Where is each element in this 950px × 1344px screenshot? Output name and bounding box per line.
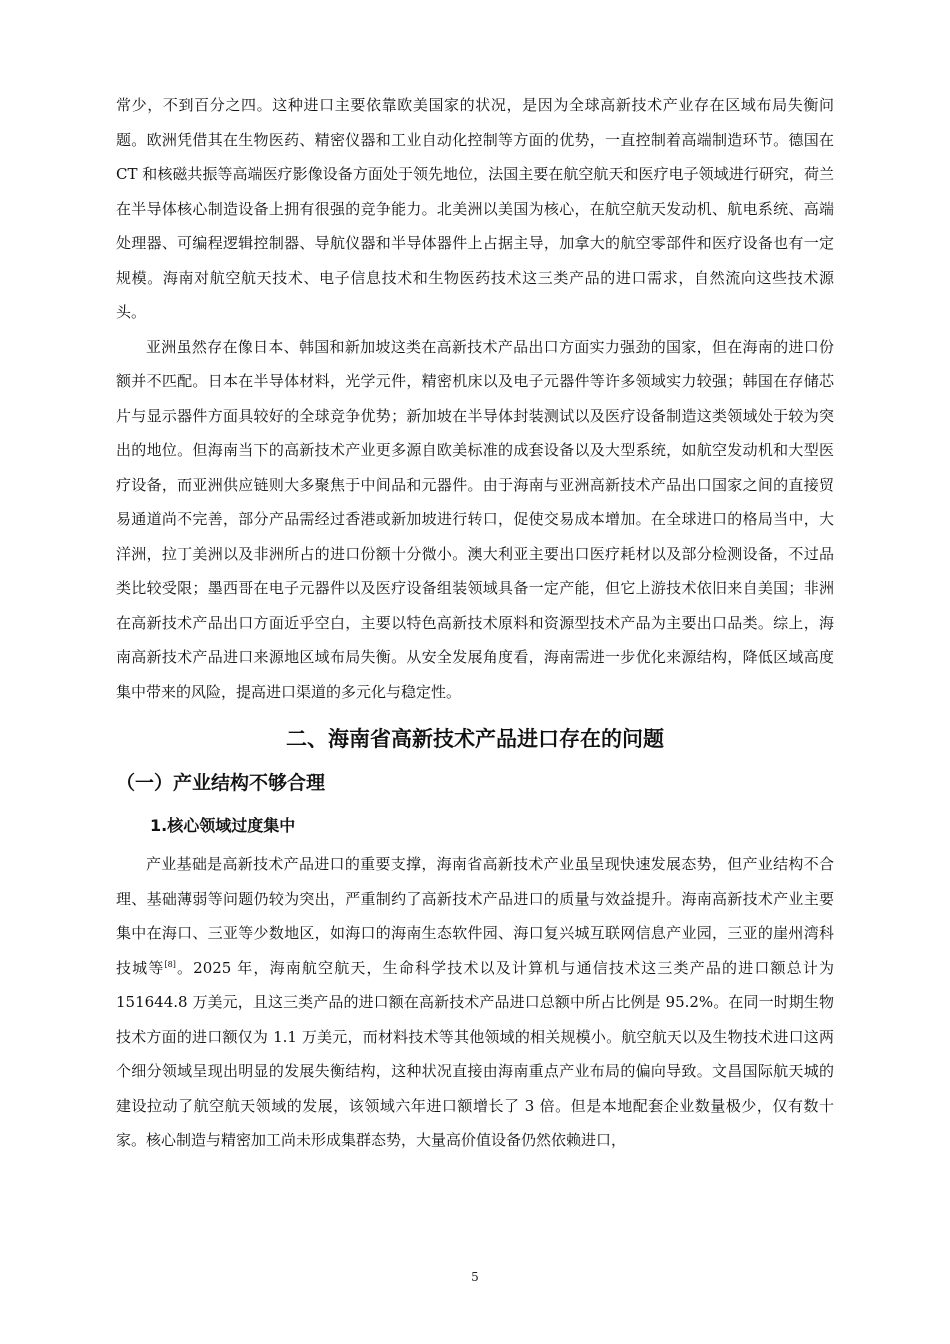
section-heading: 二、海南省高新技术产品进口存在的问题	[286, 727, 664, 751]
subsubsection-heading: 1.核心领域过度集中	[150, 816, 296, 835]
page-number: 5	[471, 1270, 479, 1284]
paragraph-asia-imports: 亚洲虽然存在像日本、韩国和新加坡这类在高新技术产品出口方面实力强劲的国家，但在海南的进口份额并不匹配。日本在半导体材料，光学元件，精密机床以及电子元器件等许多领域实力较强；韩国在存储芯片与显示器件方面具较好的全球竞争优势；新加坡在半导体封装测试以及医疗设备制造这类领域处于较为突出的地位。但海南当下的高新技术产业更多源自欧美标准的成套设备以及大型系统，如航空发动机和大型医疗设备，而亚洲供应链则大多聚焦于中间品和元器件。由于海南与亚洲高新技术产品出口国家之间的直接贸易通道尚不完善，部分产品需经过香港或新加坡进行转口，促使交易成本增加。在全球进口的格局当中，大洋洲，拉丁美洲以及非洲所占的进口份额十分微小。澳大利亚主要出口医疗耗材以及部分检测设备，不过品类比较受限；墨西哥在电子元器件以及医疗设备组装领域具备一定产能，但它上游技术依旧来自美国；非洲在高新技术产品出口方面近乎空白，主要以特色高新技术原料和资源型技术产品为主要出口品类。综上，海南高新技术产品进口来源地区域布局失衡。从安全发展角度看，海南需进一步优化来源结构，降低区域高度集中带来的风险，提高进口渠道的多元化与稳定性。	[116, 337, 834, 701]
citation-reference[interactable]: [8]	[164, 959, 176, 969]
paragraph-text-part2: 。2025 年，海南航空航天，生命科学技术以及计算机与通信技术这三类产品的进口额总计为 151644.8 万美元，且这三类产品的进口额在高新技术产品进口总额中所占比例是 95.2%。在同一时期生物技术方面的进口额仅为 1.1 万美元，而材料技术等其他领域的相关规模小。航空航天以及生物技术进口这两个细分领域呈现出明显的发展失衡结构，这种状况直接由海南重点产业布局的偏向导致。文昌国际航天城的建设拉动了航空航天领域的发展，该领域六年进口额增长了 3 倍。但是本地配套企业数量极少，仅有数十家。核心制造与精密加工尚未形成集群态势，大量高价值设备仍然依赖进口，	[116, 958, 834, 1149]
paragraph-industry-base	[116, 847, 834, 1158]
paragraph-text-part1: 产业基础是高新技术产品进口的重要支撑，海南省高新技术产业虽呈现快速发展态势，但产业结构不合理、基础薄弱等问题仍较为突出，严重制约了高新技术产品进口的质量与效益提升。海南高新技术产业主要集中在海口、三亚等少数地区，如海口的海南生态软件园、海口复兴城互联网信息产业园，三亚的崖州湾科技城等	[116, 855, 834, 977]
subsection-heading: （一）产业结构不够合理	[116, 772, 326, 794]
paragraph-continued: 常少，不到百分之四。这种进口主要依靠欧美国家的状况，是因为全球高新技术产业存在区域布局失衡问题。欧洲凭借其在生物医药、精密仪器和工业自动化控制等方面的优势，一直控制着高端制造环节。德国在 CT 和核磁共振等高端医疗影像设备方面处于领先地位，法国主要在航空航天和医疗电子领域进行研究，荷兰在半导体核心制造设备上拥有很强的竞争能力。北美洲以美国为核心，在航空航天发动机、航电系统、高端处理器、可编程逻辑控制器、导航仪器和半导体器件上占据主导，加拿大的航空零部件和医疗设备也有一定规模。海南对航空航天技术、电子信息技术和生物医药技术这三类产品的进口需求，自然流向这些技术源头。	[116, 96, 834, 321]
